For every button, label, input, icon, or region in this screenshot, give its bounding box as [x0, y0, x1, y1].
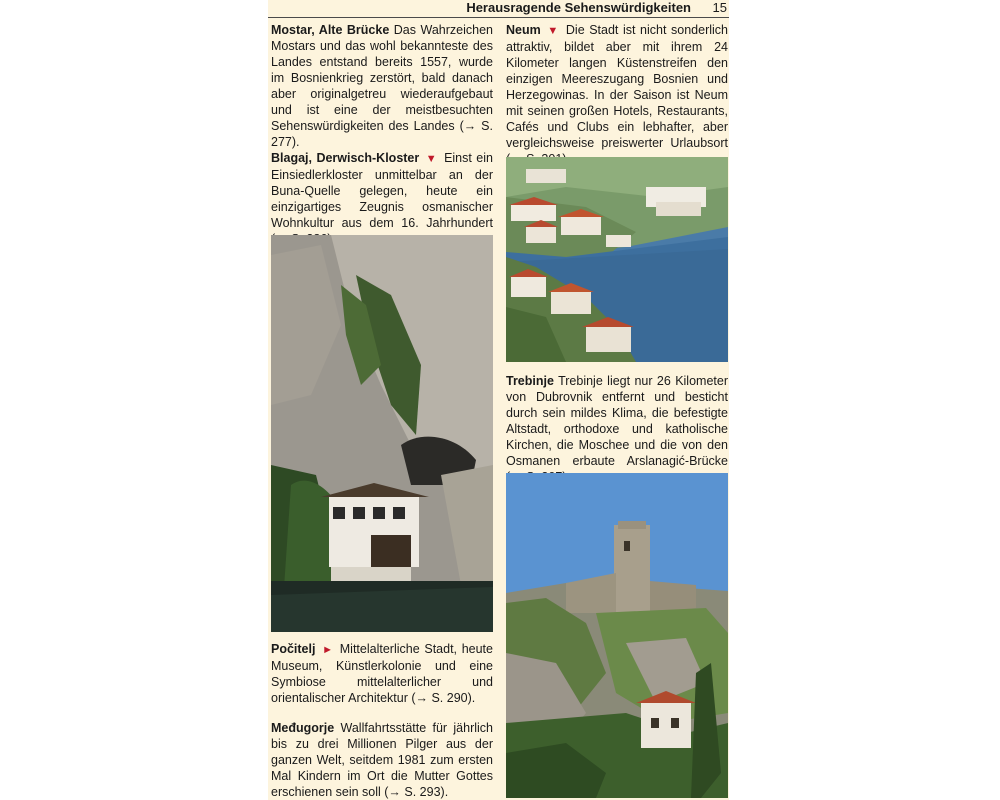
entry-medugorje	[271, 720, 493, 800]
entry-neum	[506, 22, 728, 167]
entry-heading: Počitelj	[271, 642, 316, 656]
entry-heading: Međugorje	[271, 721, 335, 735]
entry-heading: Neum	[506, 23, 541, 37]
header-title: Herausragende Sehenswürdigkeiten	[466, 0, 691, 15]
photo-pocitelj-tower	[506, 473, 728, 798]
entry-text: Das Wahrzeichen Mostars und das wohl bekannteste des Landes entstand bereits 1557, wurde im Bosnienkrieg zerstört, bald danach aber originalgetreu wiederaufgebaut und ist eine der meistbesuchten Sehenswürdigkeiten des Landes (→ S. 277).	[271, 23, 493, 149]
triangle-down-icon: ▼	[547, 25, 560, 37]
entry-heading: Trebinje	[506, 374, 554, 388]
entry-text: Trebinje liegt nur 26 Kilometer von Dubrovnik entfernt und besticht durch sein mildes Klima, die befestigte Altstadt, orthodoxe und katholische Kirchen, die Moschee und die von den Osmanen erbaute Arslanagić-Brücke	[506, 374, 728, 468]
entry-text: Mittelalterliche Stadt, heute Museum, Künstlerkolonie und eine Symbiose mittelalterlicher und orientalischer Architektur (→ S. 290).	[271, 642, 493, 705]
entry-blagaj	[271, 150, 493, 247]
entry-mostar	[271, 22, 493, 150]
entry-text: Wallfahrtsstätte für jährlich bis zu drei Millionen Pilger aus der ganzen Welt, seitdem 1981 zum ersten Mal Kindern im Ort die Mutter Gottes erschienen sein soll (→ S. 293).	[271, 721, 493, 799]
page-number: 15	[712, 0, 727, 15]
entry-pocitelj	[271, 641, 493, 706]
triangle-right-icon: ►	[322, 644, 334, 656]
photo-neum-coast	[506, 157, 728, 362]
entry-heading: Blagaj, Derwisch-Kloster	[271, 151, 420, 165]
triangle-down-icon: ▼	[425, 153, 438, 165]
entry-heading: Mostar, Alte Brücke	[271, 23, 390, 37]
running-header	[268, 0, 729, 18]
entry-trebinje	[506, 373, 728, 485]
photo-blagaj-monastery	[271, 235, 493, 632]
entry-text: Die Stadt ist nicht sonderlich attraktiv, bildet aber mit ihrem 24 Kilometer langen Küstenstreifen den einzigen Meereszugang Bosnien und Herzegowinas. In der Saison ist Neum mit seinen großen Hotels, Restaurants, Cafés und Clubs ein lebhafter, aber vergleichsweise preiswerter Urlaubsort	[506, 23, 728, 150]
entry-text: Einst ein Einsiedlerkloster unmittelbar an der Buna-Quelle gelegen, heute ein einzigartiges Zeugnis osmanischer Wohnkultur aus dem 16. Jahrhundert	[271, 151, 493, 230]
